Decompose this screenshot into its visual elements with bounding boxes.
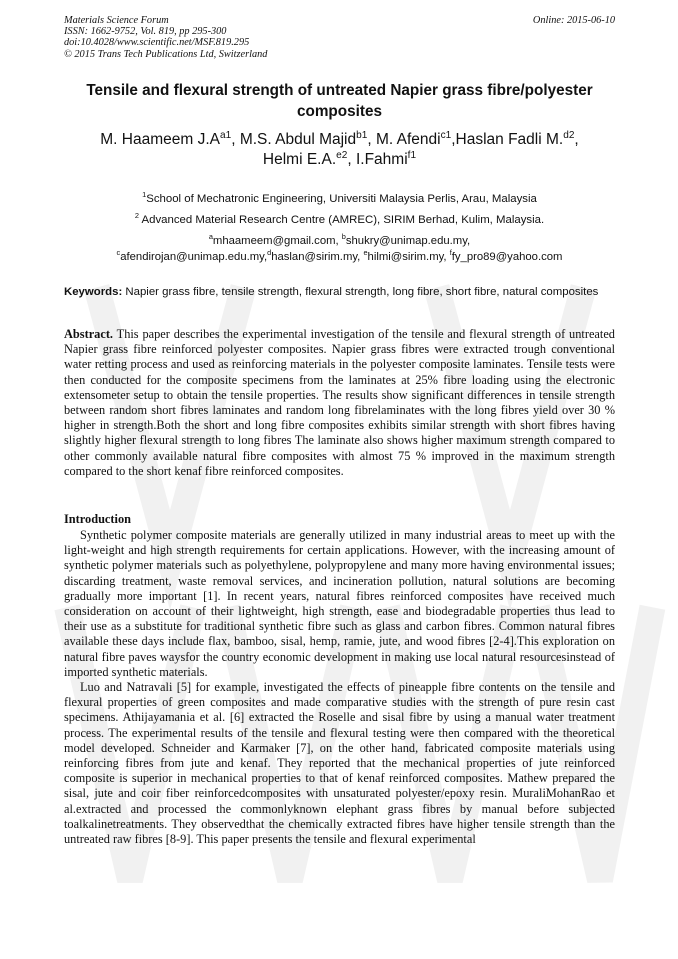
abstract-text: This paper describes the experimental investigation of the tensile and flexural strength of untreated Napier grass fibre reinforced polyester composites. Napier grass fibres were extracted trough conventional water retting process and used as reinforcing materials in the polyester composite laminates. Tensile tests were then conducted for the composite specimens from the laminates at 25% fibre loading using the electronic extensometer setup to obtain the tensile properties. The results show significant differences in tensile strength between random short fibres laminates and random long fibrelaminates with the long fibres yield over 30 % higher in strength.Both the short and long fibre composites exhibits similar strength with short fibres having slightly higher flexural strength to long fibres The laminate also shows higher maximum strength compared to other commonly available natural fibre composites with almost 75 % improved in the maximum strength compared to the short kenaf fibre reinforced composites. (64, 327, 615, 478)
affiliation-text: Advanced Material Research Centre (AMREC), SIRIM Berhad, Kulim, Malaysia. (141, 214, 545, 226)
introduction-heading: Introduction (64, 512, 131, 526)
journal-name: Materials Science Forum (64, 15, 169, 26)
affiliation-1 (64, 192, 615, 206)
author-sup: a1 (219, 129, 232, 141)
author-name: Haslan Fadli M. (455, 131, 564, 148)
keywords-section (64, 285, 615, 300)
paper-title: Tensile and flexural strength of untreated Napier grass fibre/polyester composites (86, 82, 593, 120)
intro-paragraph: Synthetic polymer composite materials are generally utilized in many industrial areas to meet up with the light-weight and high strength requirements for certain applications. However, with the increasing amount of synthetic polymer materials such as polyethylene, polypropylene and many more having environmental issues; discarding treatment, waste removal services, and incineration pollution, natural solutions are becoming gradually more important [1]. In recent years, natural fibres reinforced composites have received much consideration on account of their lightweight, high strength, ease and biodegradable properties thus lead to their use as a substitute for traditional synthetic fibre such as glass and carbon fibres. Common natural fibres available these days include flax, bamboo, sisal, hemp, ramie, jute, and wood fibres [2-4].This exploration on natural fibre paves waysfor the country economic development in making use local natural resourcesinstead of imported synthetic materials. (64, 528, 615, 679)
email-sup: b (341, 232, 346, 242)
abstract-section (64, 327, 615, 479)
author-name: M.S. Abdul Majid (239, 131, 357, 148)
copyright-line: © 2015 Trans Tech Publications Ltd, Switzerland (64, 48, 268, 60)
keywords-label: Keywords: (64, 286, 123, 298)
email-sup: e (363, 247, 368, 257)
email-link[interactable]: afendirojan@unimap.edu.my, (120, 250, 268, 263)
author-name: Helmi E.A. (262, 150, 337, 168)
author-sup: f1 (407, 149, 417, 161)
intro-paragraph: Luo and Natravali [5] for example, investigated the effects of pineapple fibre contents on the tensile and flexural properties of green composites and made comparative studies with the strength of pure resin cast specimens. Athijayamania et al. [6] extracted the Roselle and sisal fibre by using a manual water treatment process. The experimental results of the tensile and flexural testing were then compared with the theoretical model developed. Schneider and Karmaker [7], on the other hand, fabricated composite materials using reinforcing fibres from jute and kenaf. They reported that the mechanical properties of jute reinforced composite is superior in mechanical properties to that of kenaf reinforced composites. Mathew prepared the sisal, jute and coir fiber reinforcedcomposites with unsaturated polyester/epoxy resin. MuraliMohanRao et al.extracted and processed the commonlyknown elephant grass fibres by manual before subjected toalkalinetreatments. They observedthat the chemically extracted fibres have higher tensile strength than the untreated raw fibres [8-9]. This paper presents the tensile and flexural experimental (64, 680, 615, 847)
email-link[interactable]: hilmi@sirim.my, (367, 250, 447, 263)
email-link[interactable]: shukry@unimap.edu.my, (345, 235, 471, 247)
journal-header (64, 15, 424, 60)
online-date: Online: 2015-06-10 (532, 15, 615, 26)
author-name: M. Afendi (375, 131, 441, 148)
author-sup: e2 (336, 149, 348, 161)
author-sup: d2 (563, 129, 575, 141)
affiliation-text: School of Mechatronic Engineering, Universiti Malaysia Perlis, Arau, Malaysia (146, 193, 537, 205)
author-name: I.Fahmi (355, 150, 408, 168)
email-sup: c (116, 247, 121, 257)
introduction-body (64, 528, 615, 847)
author-sup: c1 (440, 129, 452, 141)
affiliation-sup: 2 (134, 211, 139, 221)
email-sup: a (208, 232, 213, 242)
email-link[interactable]: fy_pro89@yahoo.com (451, 250, 563, 263)
author-name: M. Haameem J.A (100, 131, 220, 148)
email-link[interactable]: mhaameem@gmail.com, (212, 235, 339, 247)
email-sup: d (267, 247, 272, 257)
abstract-label: Abstract. (64, 327, 114, 341)
email-link[interactable]: haslan@sirim.my, (271, 250, 361, 263)
email-sup: f (449, 247, 452, 257)
author-sup: b1 (356, 129, 368, 141)
affiliation-sup: 1 (142, 190, 147, 200)
issn-line: ISSN: 1662-9752, Vol. 819, pp 295-300 (64, 26, 227, 38)
doi-line: doi:10.4028/www.scientific.net/MSF.819.295 (64, 37, 250, 49)
keywords-text: Napier grass fibre, tensile strength, flexural strength, long fibre, short fibre, natural composites (125, 286, 599, 298)
author-emails (64, 234, 615, 265)
author-list: M. Haameem $J.A^{a1}$, M.S. Abdul Majid$^{b1}$, M. Afendi$^{c1}$,Haslan Fadli M.$^{d2}$, Helmi E.A.$^{e2}$, I.Fahmi$^{f1}$ (100, 129, 579, 168)
affiliation-2 (64, 213, 615, 227)
